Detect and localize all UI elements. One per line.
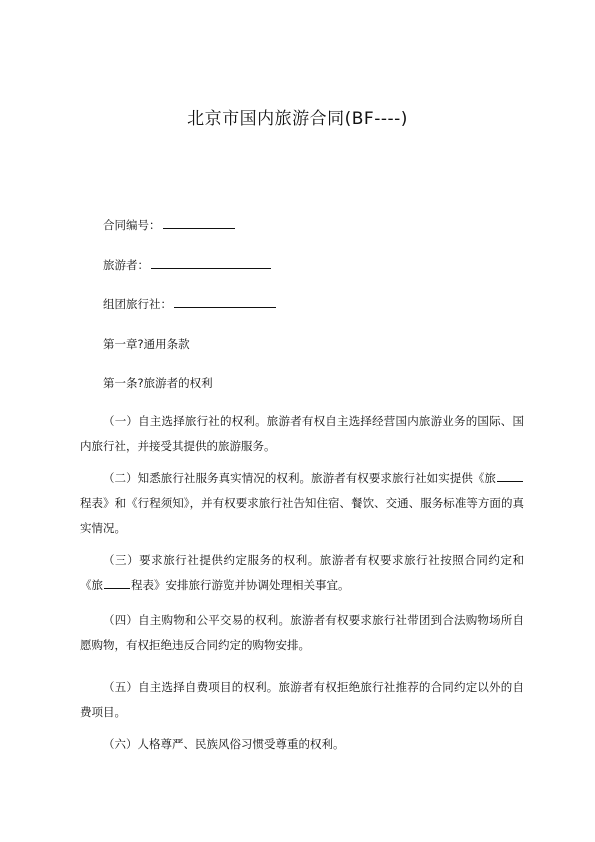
paragraph-3-blank (104, 578, 130, 589)
paragraph-4: （四）自主购物和公平交易的权利。旅游者有权要求旅行社带团到合法购物场所自愿购物，有权拒绝违反合同约定的购物安排。 (80, 613, 524, 652)
document-title: 北京市国内旅游合同(BF----) (187, 109, 408, 129)
paragraph-2 (80, 466, 524, 541)
agency-blank (174, 297, 276, 308)
agency-line (103, 297, 276, 311)
chapter-heading: 第一章?通用条款 (103, 337, 190, 351)
paragraph-6: （六）人格尊严、民族风俗习惯受尊重的权利。 (103, 737, 345, 751)
contract-number-blank (163, 218, 235, 229)
contract-number-line (103, 218, 235, 232)
agency-label: 组团旅行社： (103, 297, 172, 311)
traveler-blank (151, 258, 271, 269)
traveler-line (103, 258, 271, 272)
article-heading: 第一条?旅游者的权利 (103, 376, 213, 390)
paragraph-3 (80, 548, 524, 598)
paragraph-2-blank (497, 471, 523, 482)
paragraph-2-part-b: 程表》和《行程须知》，并有权要求旅行社告知住宿、餐饮、交通、服务标准等方面的真实情况。 (80, 496, 524, 535)
contract-number-label: 合同编号： (103, 218, 161, 232)
traveler-label: 旅游者： (103, 258, 149, 272)
paragraph-3-part-b: 程表》安排旅行游览并协调处理相关事宜。 (131, 578, 350, 592)
paragraph-5: （五）自主选择自费项目的权利。旅游者有权拒绝旅行社推荐的合同约定以外的自费项目。 (80, 680, 524, 719)
paragraph-1: （一）自主选择旅行社的权利。旅游者有权自主选择经营国内旅游业务的国际、国内旅行社，并接受其提供的旅游服务。 (80, 414, 524, 453)
paragraph-3-part-a: （三）要求旅行社提供约定服务的权利。旅游者有权要求旅行社按照合同约定和《旅 (80, 553, 524, 592)
paragraph-2-part-a: （二）知悉旅行社服务真实情况的权利。旅游者有权要求旅行社如实提供《旅 (103, 471, 496, 485)
